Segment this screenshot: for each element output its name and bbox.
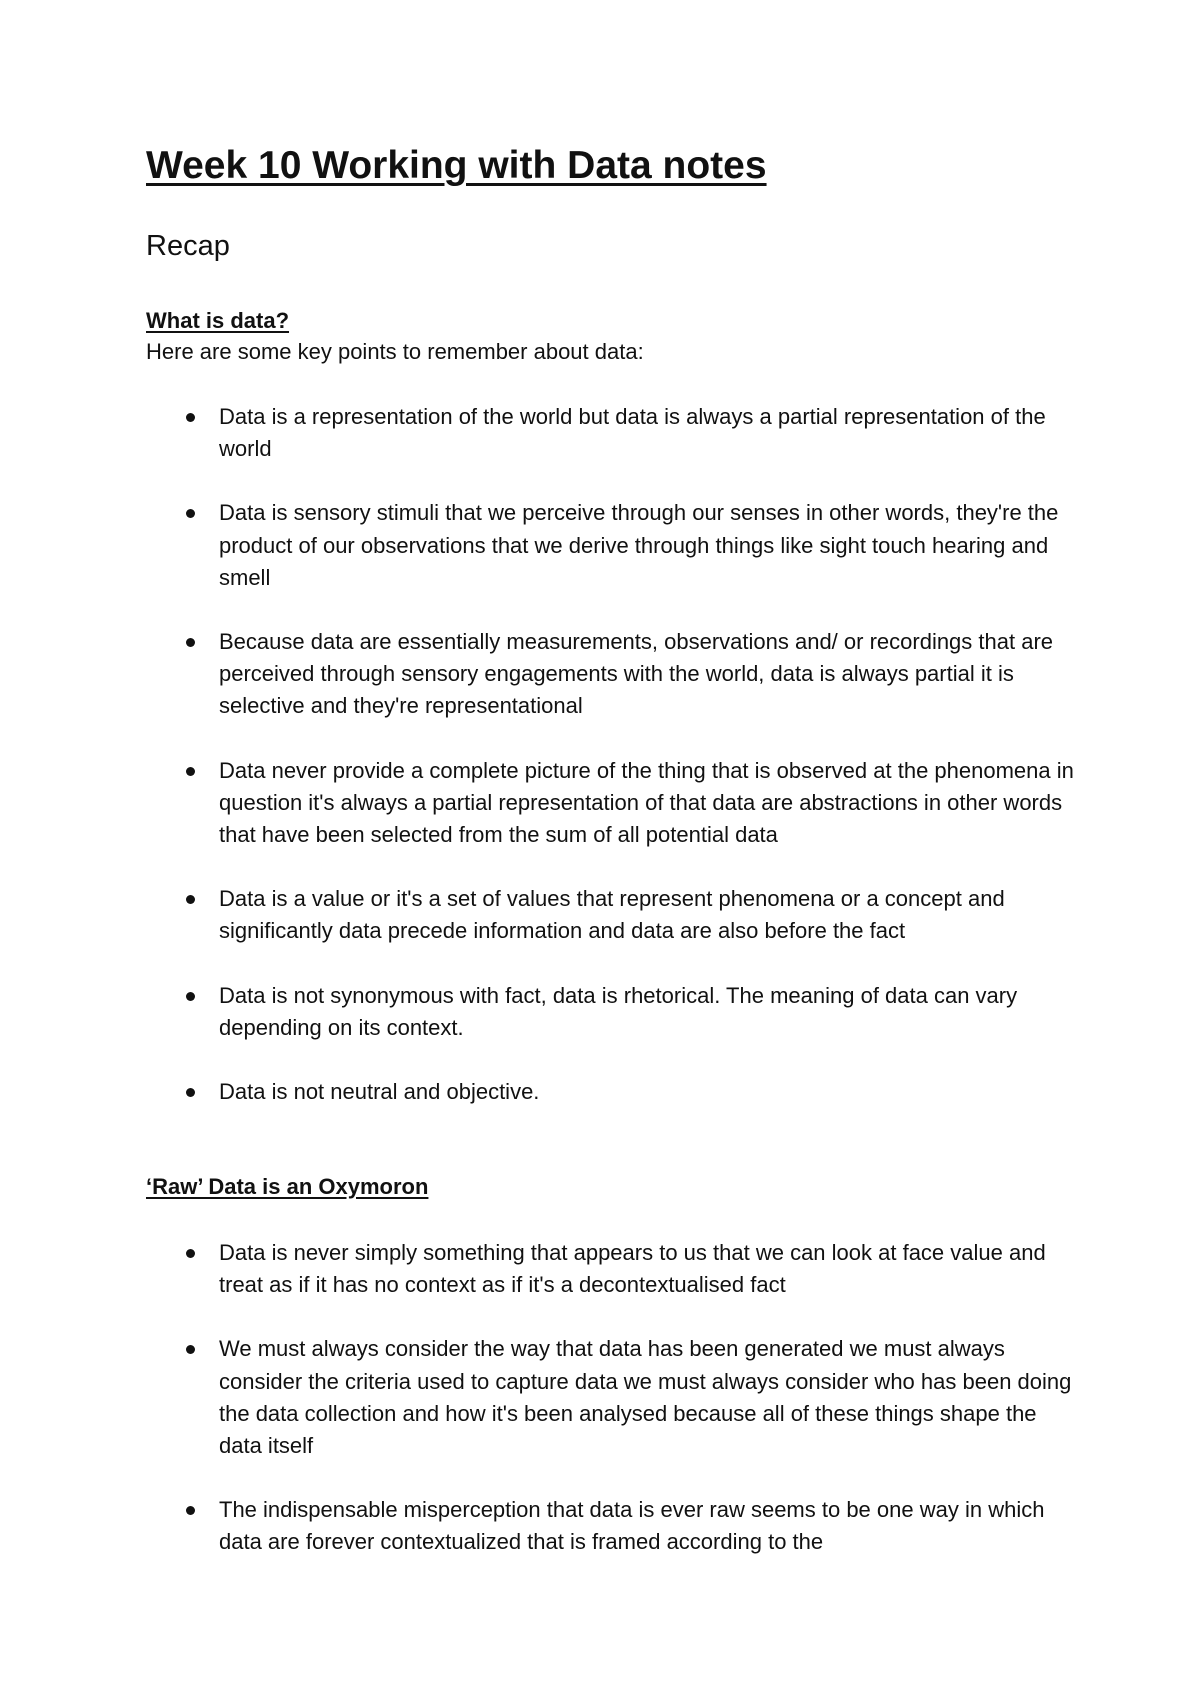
list-item bbox=[146, 401, 1076, 465]
list-item-text: Because data are essentially measurements, observations and/ or recordings that are perceived through sensory engagements with the world, data is always partial it is selective and they're representational bbox=[219, 629, 1054, 719]
list-item-text: Data is never simply something that appears to us that we can look at face value and treat as if it has no context as if it's a decontextualised fact bbox=[219, 1240, 1046, 1298]
bullet-dot-icon bbox=[186, 1345, 195, 1354]
list-item bbox=[146, 980, 1076, 1044]
bullet-dot-icon bbox=[186, 413, 195, 422]
list-item-text: Data is a value or it's a set of values that represent phenomena or a concept and significantly data precede information and data are also before the fact bbox=[219, 886, 1005, 944]
list-item bbox=[146, 1333, 1076, 1462]
list-item bbox=[146, 1237, 1076, 1301]
document-title: Week 10 Working with Data notes bbox=[146, 144, 767, 187]
bullet-dot-icon bbox=[186, 1506, 195, 1515]
list-item-text: We must always consider the way that data has been generated we must always consider the criteria used to capture data we must always consider who has been doing the data collection and how it's been analysed because all of these things shape the data itself bbox=[219, 1336, 1072, 1459]
subheading-what-is-data: What is data? bbox=[146, 308, 290, 333]
intro-paragraph: Here are some key points to remember about data: bbox=[146, 339, 644, 364]
raw-data-list bbox=[146, 1237, 1076, 1559]
bullet-dot-icon bbox=[186, 767, 195, 776]
list-item-text: Data is not synonymous with fact, data is rhetorical. The meaning of data can vary depending on its context. bbox=[219, 982, 1018, 1040]
section-heading-recap: Recap bbox=[146, 230, 230, 262]
list-item bbox=[146, 1494, 1076, 1558]
bullet-dot-icon bbox=[186, 1088, 195, 1097]
list-item-text: Data is sensory stimuli that we perceive through our senses in other words, they're the product of our observations that we derive through things like sight touch hearing and smell bbox=[219, 500, 1059, 590]
list-item bbox=[146, 883, 1076, 947]
bullet-dot-icon bbox=[186, 992, 195, 1001]
list-item-text: Data is a representation of the world but data is always a partial representation of the world bbox=[219, 404, 1046, 462]
list-item bbox=[146, 1076, 1076, 1108]
list-item bbox=[146, 626, 1076, 723]
list-item-text: Data never provide a complete picture of the thing that is observed at the phenomena in question it's always a partial representation of that data are abstractions in other words that have been selected from the sum of all potential data bbox=[219, 757, 1074, 848]
bullet-dot-icon bbox=[186, 509, 195, 518]
subheading-raw-data: ‘Raw’ Data is an Oxymoron bbox=[146, 1174, 429, 1199]
what-is-data-list bbox=[146, 401, 1076, 1108]
list-item-text: The indispensable misperception that data is ever raw seems to be one way in which data are forever contextualized that is framed according to the bbox=[219, 1497, 1045, 1555]
list-item bbox=[146, 755, 1076, 852]
list-item-text: Data is not neutral and objective. bbox=[219, 1079, 540, 1105]
bullet-dot-icon bbox=[186, 895, 195, 904]
bullet-dot-icon bbox=[186, 638, 195, 647]
bullet-dot-icon bbox=[186, 1249, 195, 1258]
list-item bbox=[146, 497, 1076, 594]
